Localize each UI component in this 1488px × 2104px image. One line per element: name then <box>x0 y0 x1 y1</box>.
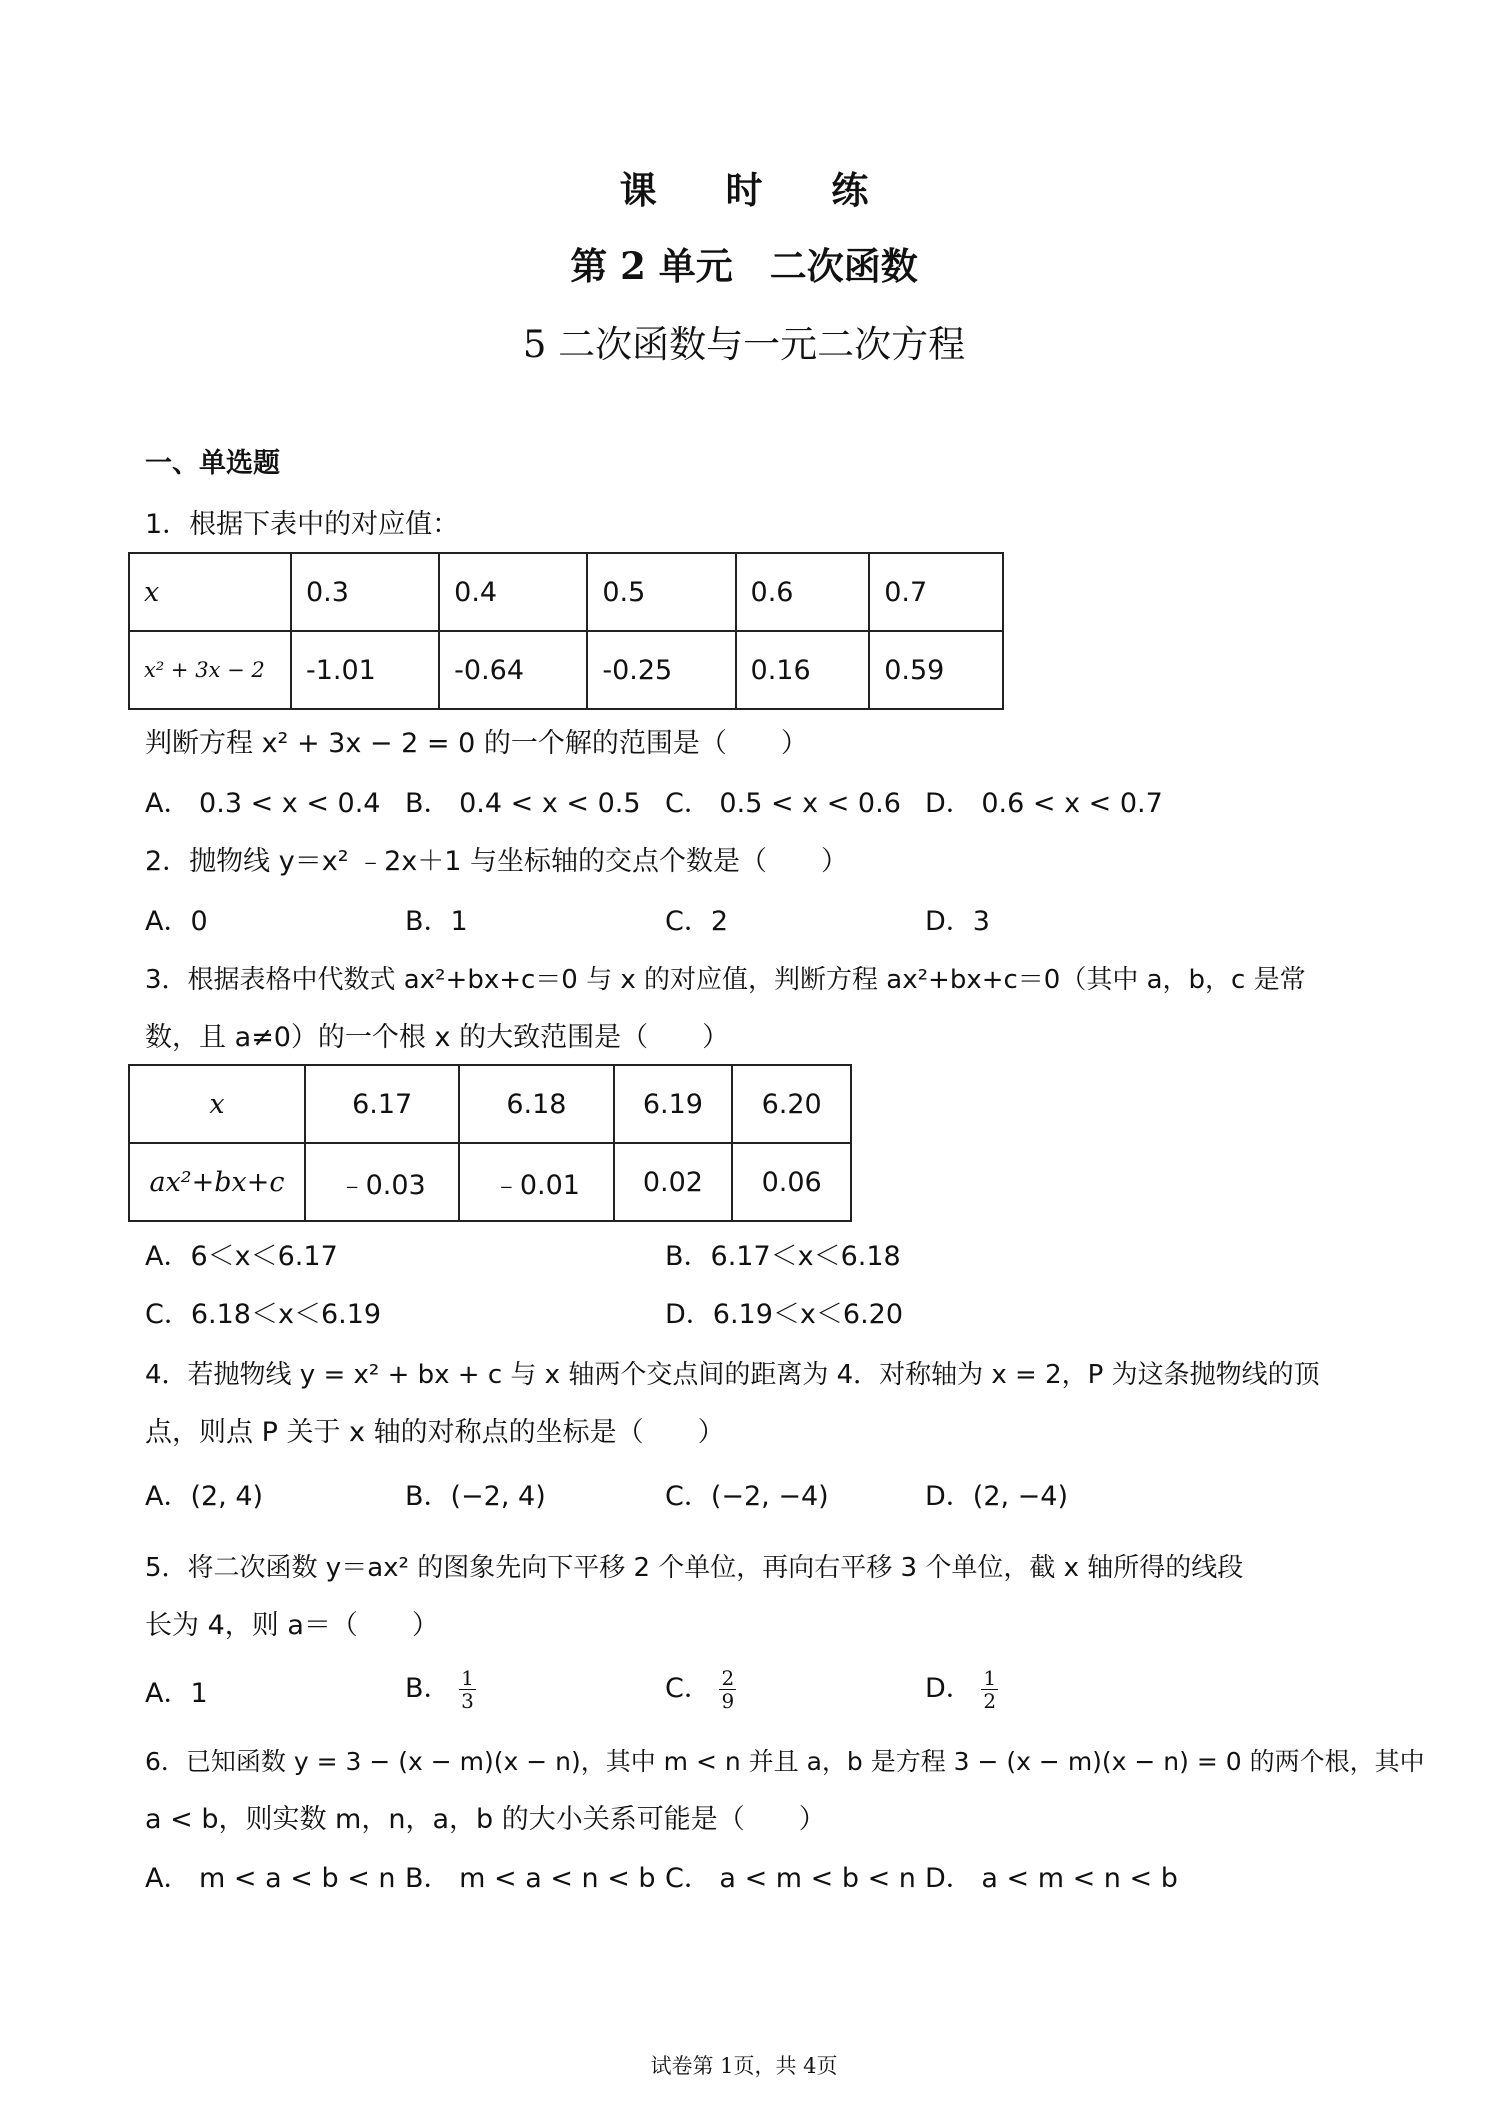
table-cell: -0.25 <box>587 631 735 709</box>
table-cell: 0.59 <box>869 631 1003 709</box>
q3-table <box>128 1064 852 1222</box>
q3-option-c: C．6.18＜x＜6.19 <box>145 1299 382 1330</box>
q4-option-a: A．(2, 4) <box>145 1481 264 1512</box>
table-cell: 6.19 <box>614 1065 733 1143</box>
q1-option-c: C． 0.5 < x < 0.6 <box>665 788 901 819</box>
page-title: 课 时 练 <box>619 168 897 212</box>
table-row <box>129 553 1003 631</box>
q5-stem-line2: 长为 4，则 a＝（ ） <box>145 1610 439 1641</box>
q6-stem-line1: 6．已知函数 y = 3 − (x − m)(x − n)，其中 m < n 并且 a，b 是方程 3 − (x − m)(x − n) = 0 的两个根，其中 <box>145 1747 1425 1776</box>
q1-option-b: B． 0.4 < x < 0.5 <box>405 788 641 819</box>
q3-option-b: B．6.17＜x＜6.18 <box>665 1241 901 1272</box>
option-label: C． <box>665 1673 711 1704</box>
fraction <box>719 1667 736 1712</box>
q6-stem-line2: a < b，则实数 m，n，a，b 的大小关系可能是（ ） <box>145 1804 826 1835</box>
q2-option-a: A．0 <box>145 906 208 937</box>
q4-option-b: B．(−2, 4) <box>405 1481 546 1512</box>
fraction <box>981 1667 998 1712</box>
q3-stem-line1: 3．根据表格中代数式 ax²+bx+c＝0 与 x 的对应值，判断方程 ax²+bx+c＝0（其中 a，b，c 是常 <box>145 965 1306 995</box>
q2-option-b: B．1 <box>405 906 468 937</box>
q1-option-a: A． 0.3 < x < 0.4 <box>145 788 381 819</box>
q4-stem-line2: 点，则点 P 关于 x 轴的对称点的坐标是（ ） <box>145 1417 725 1448</box>
q5-option-b <box>405 1667 476 1712</box>
unit-title: 第 2 单元 二次函数 <box>570 244 918 288</box>
q1-option-d: D． 0.6 < x < 0.7 <box>925 788 1163 819</box>
q1-table <box>128 552 1004 710</box>
q6-option-b: B． m < a < n < b <box>405 1863 656 1894</box>
table-row <box>129 1143 851 1221</box>
numerator: 1 <box>461 1666 474 1690</box>
table-cell: x² + 3x − 2 <box>129 631 291 709</box>
table-row <box>129 1065 851 1143</box>
q6-option-a: A． m < a < b < n <box>145 1863 396 1894</box>
q5-option-a: A．1 <box>145 1678 208 1709</box>
numerator: 2 <box>721 1666 735 1690</box>
table-cell: 0.02 <box>614 1143 733 1221</box>
q2-stem: 2．抛物线 y＝x² ﹣2x＋1 与坐标轴的交点个数是（ ） <box>145 846 849 877</box>
page-footer: 试卷第 1页，共 4页 <box>650 2054 838 2078</box>
q5-stem-line1: 5．将二次函数 y＝ax² 的图象先向下平移 2 个单位，再向右平移 3 个单位，截 x 轴所得的线段 <box>145 1553 1244 1583</box>
table-cell: 0.5 <box>587 553 735 631</box>
option-label: D． <box>925 1673 973 1704</box>
q5-option-d <box>925 1667 998 1712</box>
denominator: 9 <box>721 1689 735 1713</box>
table-cell: 0.6 <box>736 553 870 631</box>
table-cell: 0.06 <box>732 1143 851 1221</box>
numerator: 1 <box>983 1666 997 1690</box>
q3-option-a: A．6＜x＜6.17 <box>145 1241 338 1272</box>
table-row <box>129 631 1003 709</box>
q3-stem-line2: 数，且 a≠0）的一个根 x 的大致范围是（ ） <box>145 1022 730 1053</box>
q5-option-c <box>665 1667 736 1712</box>
table-cell: 6.20 <box>732 1065 851 1143</box>
table-cell: x <box>129 553 291 631</box>
table-cell: -1.01 <box>291 631 439 709</box>
q2-option-c: C．2 <box>665 906 729 937</box>
q6-option-d: D． a < m < n < b <box>925 1863 1178 1894</box>
q6-option-c: C． a < m < b < n <box>665 1863 916 1894</box>
q4-option-d: D．(2, −4) <box>925 1481 1069 1512</box>
denominator: 2 <box>983 1689 997 1713</box>
table-cell: -0.64 <box>439 631 587 709</box>
table-cell: 0.3 <box>291 553 439 631</box>
table-cell: x <box>129 1065 305 1143</box>
table-cell: 6.17 <box>305 1065 459 1143</box>
q4-option-c: C．(−2, −4) <box>665 1481 829 1512</box>
table-cell: 6.18 <box>459 1065 613 1143</box>
table-cell: 0.4 <box>439 553 587 631</box>
q3-option-d: D．6.19＜x＜6.20 <box>665 1299 904 1330</box>
table-cell: 0.16 <box>736 631 870 709</box>
table-cell: ﹣0.01 <box>459 1143 613 1221</box>
q1-question: 判断方程 x² + 3x − 2 = 0 的一个解的范围是（ ） <box>145 728 808 759</box>
fraction <box>459 1667 476 1712</box>
q4-stem-line1: 4．若抛物线 y = x² + bx + c 与 x 轴两个交点间的距离为 4．对称轴为 x = 2，P 为这条抛物线的顶 <box>145 1360 1320 1390</box>
section-heading: 一、单选题 <box>145 448 280 479</box>
lesson-title: 5 二次函数与一元二次方程 <box>522 323 966 366</box>
table-cell: ax²+bx+c <box>129 1143 305 1221</box>
denominator: 3 <box>461 1689 474 1713</box>
q1-stem: 1．根据下表中的对应值： <box>145 509 460 540</box>
table-cell: ﹣0.03 <box>305 1143 459 1221</box>
q2-option-d: D．3 <box>925 906 990 937</box>
table-cell: 0.7 <box>869 553 1003 631</box>
option-label: B． <box>405 1673 451 1704</box>
